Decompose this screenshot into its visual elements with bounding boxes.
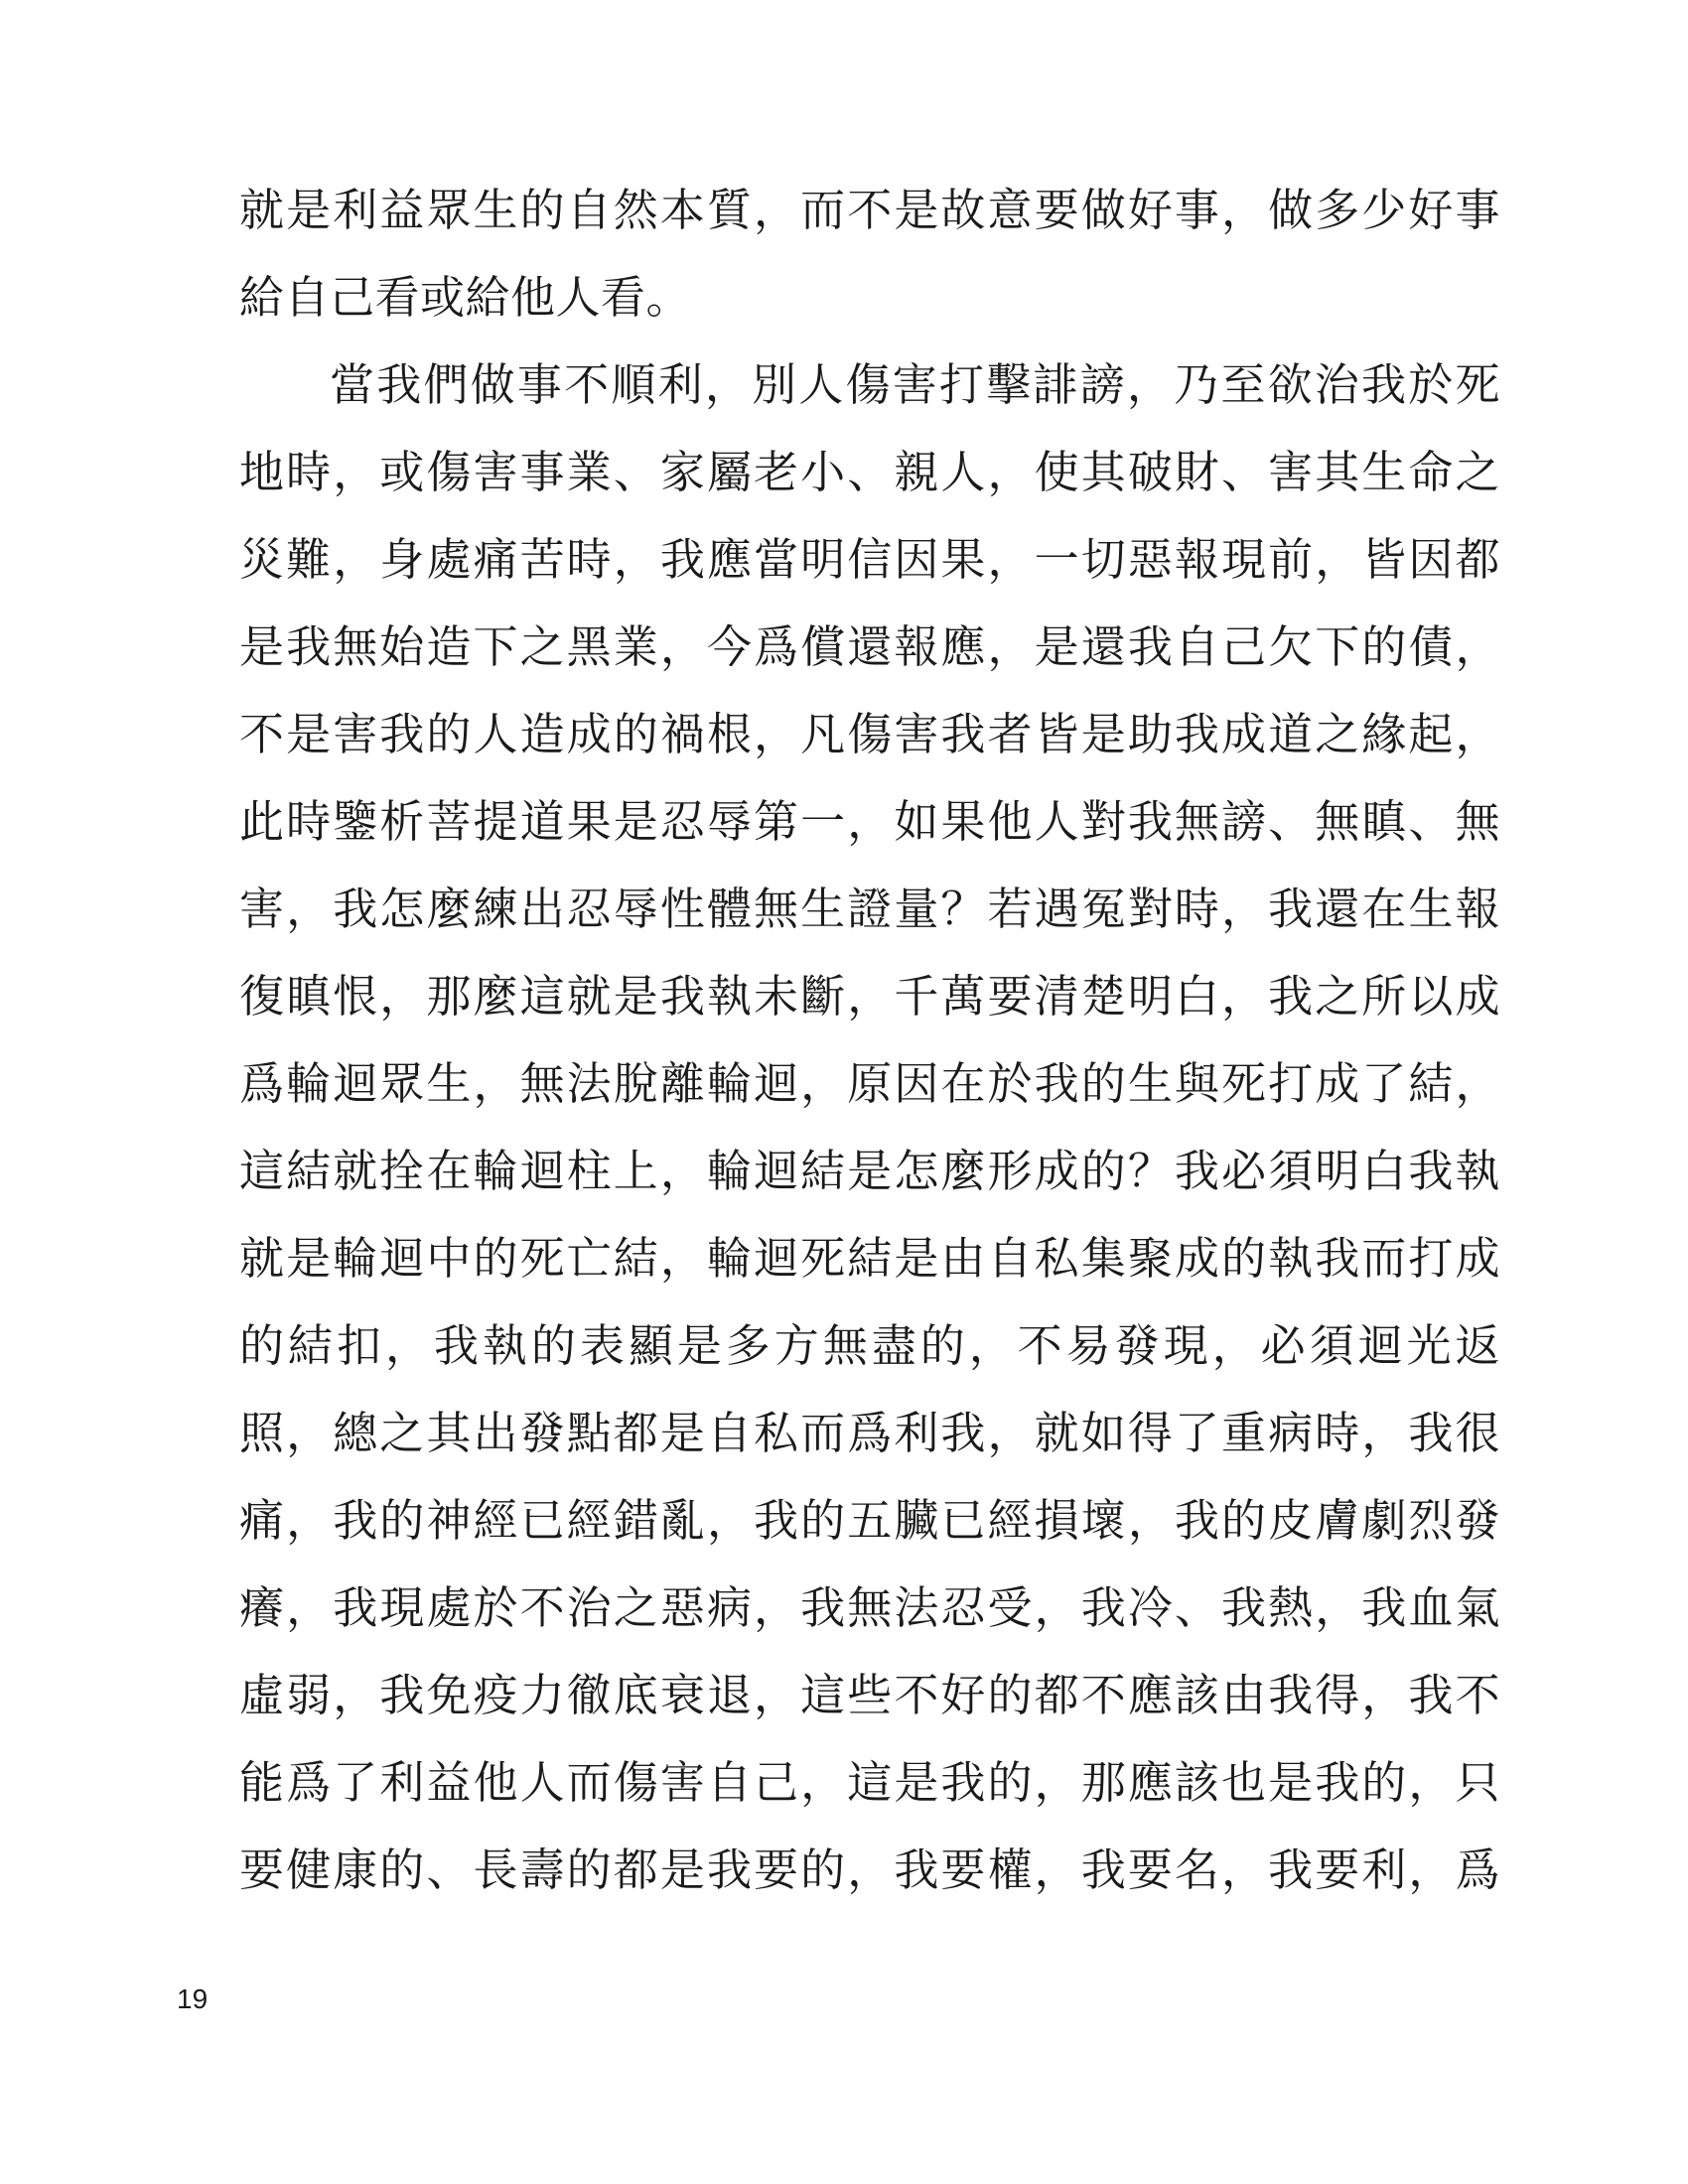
text-line: 的結扣，我執的表顯是多方無盡的，不易發現，必須迴光返	[239, 1319, 1500, 1372]
text-line: 照，總之其出發點都是自私而爲利我，就如得了重病時，我很	[239, 1407, 1500, 1459]
page-number: 19	[177, 1983, 209, 2014]
text-line: 此時鑒析菩提道果是忍辱第一，如果他人對我無謗、無瞋、無	[239, 795, 1500, 848]
text-line: 虛弱，我免疫力徹底衰退，這些不好的都不應該由我得，我不	[239, 1669, 1500, 1721]
text-line: 就是輪迴中的死亡結，輪迴死結是由自私集聚成的執我而打成	[239, 1232, 1500, 1285]
text-line: 要健康的、長壽的都是我要的，我要權，我要名，我要利，爲	[239, 1843, 1500, 1896]
text-line: 不是害我的人造成的禍根，凡傷害我者皆是助我成道之緣起，	[239, 708, 1500, 760]
body-text	[239, 167, 1500, 1914]
text-line: 給自己看或給他人看。	[239, 271, 692, 324]
text-line: 爲輪迴眾生，無法脫離輪迴，原因在於我的生與死打成了結，	[239, 1057, 1500, 1110]
text-line: 害，我怎麼練出忍辱性體無生證量？若遇冤對時，我還在生報	[239, 883, 1500, 935]
text-line: 復瞋恨，那麼這就是我執未斷，千萬要清楚明白，我之所以成	[239, 970, 1500, 1023]
text-line: 就是利益眾生的自然本質，而不是故意要做好事，做多少好事	[239, 184, 1500, 236]
text-line: 痛，我的神經已經錯亂，我的五臟已經損壞，我的皮膚劇烈發	[239, 1494, 1500, 1547]
text-line: 癢，我現處於不治之惡病，我無法忍受，我冷、我熱，我血氣	[239, 1581, 1500, 1634]
text-line: 能爲了利益他人而傷害自己，這是我的，那應該也是我的，只	[239, 1756, 1500, 1809]
text-line: 地時，或傷害事業、家屬老小、親人，使其破財、害其生命之	[239, 446, 1500, 498]
text-line: 這結就拴在輪迴柱上，輪迴結是怎麼形成的？我必須明白我執	[239, 1145, 1500, 1197]
text-line: 災難，身處痛苦時，我應當明信因果，一切惡報現前，皆因都	[239, 533, 1500, 586]
text-line: 是我無始造下之黑業，今爲償還報應，是還我自己欠下的債，	[239, 620, 1500, 673]
text-line: 當我們做事不順利，別人傷害打擊誹謗，乃至欲治我於死	[330, 358, 1500, 411]
